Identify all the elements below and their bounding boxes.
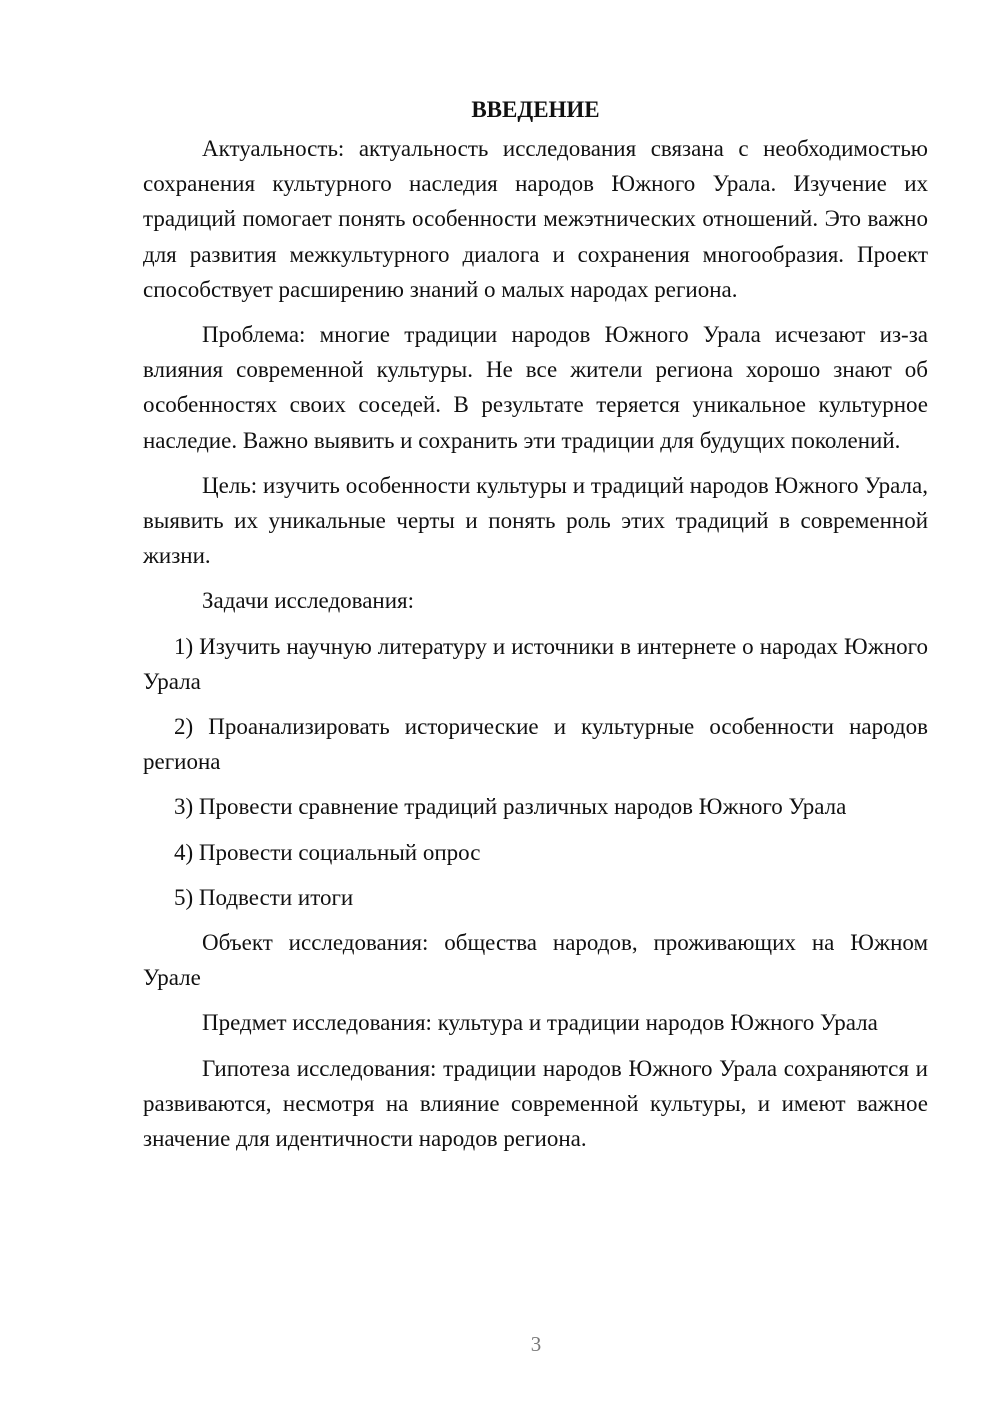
tasks-heading: Задачи исследования:	[202, 588, 415, 614]
tasks-list	[143, 629, 928, 915]
page-content	[143, 92, 928, 1166]
task-item: 1) Изучить научную литературу и источники в интернете о народах Южного Урала	[143, 633, 928, 694]
task-item: 2) Проанализировать исторические и культурные особенности народов региона	[143, 714, 928, 775]
section-heading: ВВЕДЕНИЕ	[471, 97, 600, 122]
object-paragraph: Объект исследования: общества народов, проживающих на Южном Урале	[143, 930, 928, 991]
task-item: 3) Провести сравнение традиций различных народов Южного Урала	[174, 794, 847, 820]
relevance-paragraph: Актуальность: актуальность исследования связана с необходимостью сохранения культурного наследия народов Южного Урала. Изучение их традиций помогает понять особенности межэтнических отношений. Это важно для развития межкультурного диалога и сохранения многообразия. Проект способствует расширению знаний о малых народах региона.	[143, 136, 928, 302]
task-item: 5) Подвести итоги	[174, 884, 354, 910]
subject-paragraph: Предмет исследования: культура и традиции народов Южного Урала	[202, 1010, 878, 1036]
hypothesis-paragraph: Гипотеза исследования: традиции народов Южного Урала сохраняются и развиваются, несмотря на влияние современной культуры, и имеют важное значение для идентичности народов региона.	[143, 1055, 928, 1152]
task-item: 4) Провести социальный опрос	[174, 839, 481, 865]
problem-paragraph: Проблема: многие традиции народов Южного Урала исчезают из-за влияния современной культуры. Не все жители региона хорошо знают об особенностях своих соседей. В результате теряется уникальное культурное наследие. Важно выявить и сохранить эти традиции для будущих поколений.	[143, 322, 928, 453]
page-number: 3	[530, 1332, 542, 1356]
goal-paragraph: Цель: изучить особенности культуры и традиций народов Южного Урала, выявить их уникальные черты и понять роль этих традиций в современной жизни.	[143, 472, 928, 569]
